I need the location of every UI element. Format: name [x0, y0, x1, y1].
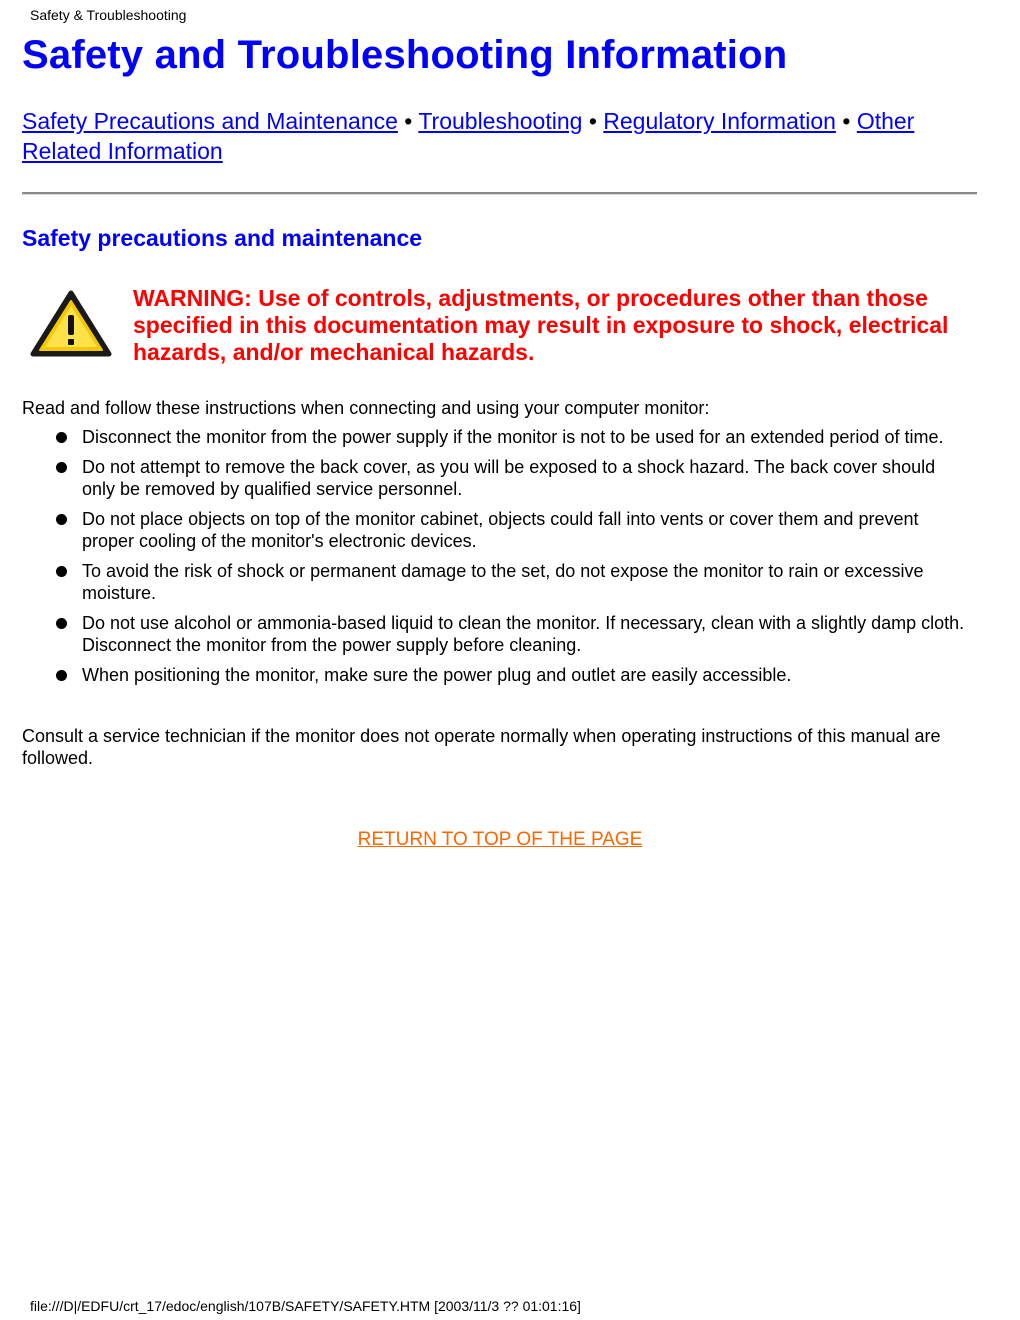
list-item-text: Do not place objects on top of the monitor cabinet, objects could fall into vents or cover them and prevent proper cooling of the monitor's electronic devices. — [82, 509, 919, 551]
bullet-icon — [56, 432, 67, 443]
return-to-top — [0, 829, 1000, 851]
nav-separator: • — [842, 108, 851, 134]
horizontal-rule — [22, 192, 977, 195]
intro-text: Read and follow these instructions when connecting and using your computer monitor: — [22, 398, 710, 418]
nav-link-regulatory-information[interactable]: Regulatory Information — [603, 108, 836, 134]
warning-message: WARNING: Use of controls, adjustments, or procedures other than those specified in this documentation may result in exposure to shock, electrical hazards, and/or mechanical hazards. — [133, 285, 949, 365]
list-item — [0, 612, 972, 656]
consult-text: Consult a service technician if the monitor does not operate normally when operating instructions of this manual are followed. — [22, 726, 941, 768]
nav-separator: • — [404, 108, 413, 134]
nav-link-safety-precautions[interactable]: Safety Precautions and Maintenance — [22, 108, 398, 134]
bullet-icon — [56, 462, 67, 473]
list-item — [0, 560, 972, 604]
nav-link-other-related-information[interactable]: Other Related Information — [22, 108, 915, 164]
nav-separator: • — [588, 108, 597, 134]
page-title: Safety and Troubleshooting Information — [22, 33, 788, 77]
list-item — [0, 456, 972, 500]
list-item-text: When positioning the monitor, make sure the power plug and outlet are easily accessible. — [82, 665, 792, 685]
topic-navigation — [22, 106, 962, 166]
bullet-icon — [56, 514, 67, 525]
return-to-top-link[interactable]: RETURN TO TOP OF THE PAGE — [357, 829, 643, 850]
nav-link-troubleshooting[interactable]: Troubleshooting — [418, 108, 583, 134]
list-item-text: Disconnect the monitor from the power supply if the monitor is not to be used for an extended period of time. — [82, 427, 944, 447]
section-heading: Safety precautions and maintenance — [22, 225, 423, 251]
list-item-text: Do not use alcohol or ammonia-based liquid to clean the monitor. If necessary, clean with a slightly damp cloth. Disconnect the monitor from the power supply before cleaning. — [82, 613, 965, 655]
list-item-text: To avoid the risk of shock or permanent damage to the set, do not expose the monitor to rain or excessive moisture. — [82, 561, 924, 603]
list-item — [0, 426, 972, 448]
list-item — [0, 508, 972, 552]
print-header: Safety & Troubleshooting — [30, 7, 187, 23]
safety-instructions-list — [0, 426, 1000, 694]
list-item — [0, 664, 972, 686]
bullet-icon — [56, 566, 67, 577]
warning-triangle-icon — [30, 290, 112, 358]
bullet-icon — [56, 618, 67, 629]
bullet-icon — [56, 670, 67, 681]
print-footer-path: file:///D|/EDFU/crt_17/edoc/english/107B/SAFETY/SAFETY.HTM [2003/11/3 ?? 01:01:16] — [30, 1298, 581, 1314]
list-item-text: Do not attempt to remove the back cover, as you will be exposed to a shock hazard. The back cover should only be removed by qualified service personnel. — [82, 457, 936, 499]
